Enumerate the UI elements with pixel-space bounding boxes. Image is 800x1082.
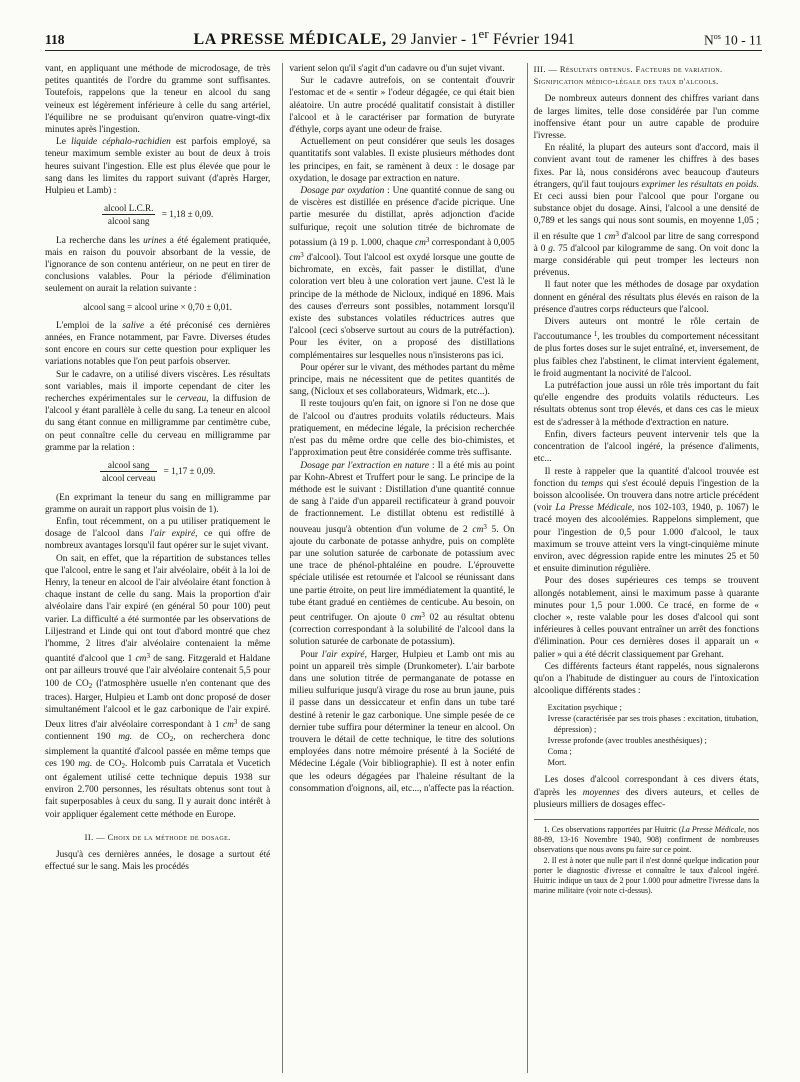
- paragraph: Le liquide céphalo-rachidien est parfois employé, sa teneur maximum semble exister au bout de deux à trois heures suivant l'ingestion. Elle est plus élevée que pour le sang dans les limites du rapport suivant (d'après Harger, Hulpieu et Lamb) :: [45, 137, 271, 197]
- article-columns: [45, 63, 762, 1073]
- list-item: Mort.: [547, 758, 567, 768]
- formula-lcr: [45, 202, 270, 227]
- paragraph: Pour l'air expiré, Harger, Hulpieu et Lamb ont mis au point un appareil très simple (Drunkometer). L'air barbote dans une solution titrée de permanganate de potasse en milieu sulfurique jusqu'à virage du rose au brun jaune, puis il passe dans un dessiccateur et enfin dans un tube taré destiné à retenir le gaz carbonique. Une simple pesée de ce dernier tube suffira pour déterminer la teneur en alcool. On trouvera le détail de cette technique, le titre des solutions employées dans notre mémoire présenté à la Société de Médecine Légale (Voir bibliographie). Il est à noter enfin que les odeurs dégagées par l'haleine résultant de la consommation d'oignons, ail, etc..., n'affecte pas la réaction.: [289, 649, 515, 794]
- paragraph: Divers auteurs ont montré le rôle certain de l'accoutumance $^1$, les troubles du comportement nécessitant de plus fortes doses sur le sujet entraîné, et, inversement, de plus faibles chez l'abstinent, le climat intervient également, le froid augmentant la nocivité de l'alcool.: [533, 317, 759, 379]
- paragraph: (En exprimant la teneur du sang en milligramme par gramme on aurait un rapport plus voisin de 1).: [45, 492, 271, 515]
- paragraph: Il reste toujours qu'en fait, on ignore si l'on ne dose que de l'alcool ou d'autres produits volatils réducteurs. Mais pratiquement, en médecine légale, la précision recherchée n'est pas du même ordre que celle des bio-chimistes, et l'approximation peut être considérée comme très suffisante.: [289, 399, 515, 459]
- footnote-1: 1. Ces observations rapportées par Huitric (La Presse Médicale, nos 88-89, 13-16 Novembre 1940, 908) confirment de nombreuses observations que nous avons pu faire sur ce point.: [533, 824, 759, 855]
- issue-sup: os: [713, 31, 721, 41]
- paragraph: Enfin, tout récemment, on a pu utiliser pratiquement le dosage de l'alcool dans l'air expiré, ce qui offre de nombreux avantages lorsqu'il faut opérer sur le sujet vivant.: [45, 516, 271, 552]
- list-item: Ivresse (caractérisée par ses trois phases : excitation, titubation, dépression) ;: [547, 714, 759, 735]
- paragraph: On sait, en effet, que la répartition de substances telles que l'alcool, entre le sang et l'air alvéolaire, obéit à la loi de Henry, la teneur en alcool de l'air alvéolaire étant fonction à chaque instant de celle du sang. Mais la proportion d'air alvéolaire dans l'air expiré (en général 50 pour 100) peut varier. La difficulté a été surmontée par les observations de Liljestrand et Linde qui ont tout d'abord montré que chez l'homme, 2 litres d'air alvéolaire contenaient la même quantité d'alcool que 1 $cm^3$ de sang. Fitzgerald et Haldane ont par ailleurs trouvé que l'air alvéolaire contenait 5,5 pour 100 de $CO_2$ (l'atmosphère usuelle n'en contenant que des traces). Harger, Hulpieu et Lamb ont donc proposé de doser simultanément l'alcool et le gaz carbonique de l'air expiré. Deux litres d'air alvéolaire correspondant à 1 $cm^3$ de sang contiennent 190 mg. de $CO_2$, on recherchera donc simplement la quantité d'alcool passée en même temps que ces 190 mg. de $CO_2$. Holcomb puis Carratala et Vucetich ont également utilisé cette technique depuis 1938 sur environ 2.700 personnes, les résultats obtenus sont tout à fait superposables à ceux du sang. Il y aurait donc intérêt à voir appliquer également cette méthode en Europe.: [45, 553, 271, 820]
- section-heading-3: III. — Résultats obtenus. Facteurs de variation. Signification médico-légale des taux d'alcools.: [533, 64, 723, 87]
- paragraph: Sur le cadavre, on a utilisé divers viscères. Les résultats sont variables, mais il importe cependant de citer les recherches expérimentales sur le cerveau, la diffusion de l'alcool y étant parallèle à celle du sang. La teneur en alcool du sang étant connue en milligramme par centimètre cube, on peut connaître celle du cerveau en milligramme par gramme par la relation :: [45, 369, 271, 453]
- issue-prefix: N: [704, 32, 714, 48]
- paragraph: De nombreux auteurs donnent des chiffres variant dans de larges limites, telle dose considérée par l'un comme inoffensive étant pour un autre capable de produire l'ivresse.: [533, 94, 759, 142]
- paragraph: Sur le cadavre autrefois, on se contentait d'ouvrir l'estomac et de « sentir » l'odeur dégagée, ce qui était bien aléatoire. Un autre procédé qualitatif consistait à distiller l'alcool et à le caractériser par formation de butyrate d'éthyle, corps ayant une odeur de fraise.: [289, 76, 515, 136]
- paragraph: En réalité, la plupart des auteurs sont d'accord, mais il convient avant tout de ramener les chiffres à des bases fixes. Par là, nous considérons avec beaucoup d'auteurs étrangers, qu'il faut toujours exprimer les résultats en poids. Et ceci aussi bien pour l'alcool que pour l'organe ou substance objet du dosage. Ainsi, l'alcool a une densité de 0,789 et les sangs qui nous sont soumis, en moyenne 1,05 ; il en résulte que 1 $cm^3$ d'alcool par litre de sang correspond à 0 g. 75 d'alcool par kilogramme de sang. On voit donc la marge considérable qui peut tromper les lecteurs non prévenus.: [533, 143, 759, 279]
- paragraph: Pour des doses supérieures ces temps se trouvent allongés notablement, ainsi le maximum passe à quarante minutes pour 1,5 pour 1.000. Ce tracé, en forme de « clocher », reste valable pour les doses d'alcool qui sont inférieures à celles pouvant entraîner un arrêt des fonctions d'élimination. Pour ces dernières doses il apparait un « palier » qui a été décrit classiquement par Grehant.: [533, 576, 759, 660]
- paragraph: Enfin, divers facteurs peuvent intervenir tels que la concentration de l'alcool ingéré, la présence d'aliments, etc...: [533, 429, 759, 465]
- paragraph: vant, en appliquant une méthode de microdosage, de très petites quantités de l'ordre du gramme sont suffisantes. Toutefois, rappelons que la teneur en alcool du sang veineux est légèrement inférieure à celle du sang artériel, l'équilibre ne se produisant qu'environ quatre-vingt-dix minutes après l'ingestion.: [45, 64, 271, 136]
- section-heading-2: II. — Choix de la méthode de dosage.: [84, 831, 231, 842]
- column-2: [282, 63, 517, 1073]
- paragraph: Il reste à rappeler que la quantité d'alcool trouvée est fonction du temps qui s'est écoulé depuis l'ingestion de la boisson alcoolisée. On trouvera dans notre article précédent (voir La Presse Médicale, nos 102-103, 1940, p. 1067) le tracé moyen des alcoolémies. Rappelons simplement, que pour l'ingestion de 0,5 pour 1.000 d'alcool, le taux maximum se trouve atteint vers la vingt-cinquième minute environ, avec dégression rapide entre les minutes 25 et 50 et ensuite diminution régulière.: [533, 466, 759, 575]
- issue-numbers: 10 - 11: [724, 32, 762, 48]
- paragraph: Ces différents facteurs étant rappelés, nous signalerons qu'on a l'habitude de distinguer au cours de l'intoxication alcoolique différents stades :: [533, 661, 759, 697]
- issue-date-sup: er: [478, 26, 489, 41]
- paragraph: Dosage par l'extraction en nature : Il a été mis au point par Kohn-Abrest et Truffert pour le sang. Le principe de la méthode est le suivant : Distillation d'une quantité connue de sang à l'aide d'un appareil rectificateur à grand pouvoir de fractionnement. Le distillat obtenu est redistillé à nouveau jusqu'à obtention d'un volume de 2 $cm^3$ 5. On ajoute du carbonate de potasse anhydre, puis on complète par une solution saturée de carbonate de potassium avec une trace de phénol-phtaléine en poudre. L'éprouvette spéciale utilisée est retournée et l'alcool se réunissant dans une partie étroite, on peut lire immédiatement la quantité, le tube étant gradué en centièmes de centicube. Au besoin, on peut centrifuger. On ajoute 0 $cm^3$ 02 au résultat obtenu (correction correspondant à la solubilité de l'alcool dans la solution saturée de carbonate de potassium).: [289, 460, 515, 648]
- formula-value: = 1,18 ± 0,09.: [161, 209, 214, 220]
- paragraph: La recherche dans les urines a été également pratiquée, mais en raison du pouvoir absorbant de la vessie, de l'ignorance de son contenu antérieur, on ne peut en tirer de conclusions valables. Pour la période d'élimination seulement on aurait la relation suivante :: [45, 235, 271, 295]
- formula-urine: alcool sang = alcool urine × 0,70 ± 0,01.: [83, 301, 233, 312]
- paragraph: L'emploi de la salive a été préconisé ces dernières années, en France notamment, par Favre. Diverses études sont encore en cours sur cette question pour expliquer les variations notables que l'on peut parfois observer.: [45, 320, 271, 368]
- formula-value: = 1,17 ± 0,09.: [163, 465, 216, 476]
- footnote-ref: 1: [591, 330, 598, 339]
- paragraph: Jusqu'à ces dernières années, le dosage a surtout été effectué sur le sang. Mais les procédés: [45, 849, 271, 873]
- paragraph: Les doses d'alcool correspondant à ces divers états, d'après les moyennes des divers auteurs, et celles de plusieurs milliers de dosages effec-: [533, 775, 759, 810]
- paragraph: Pour opérer sur le vivant, des méthodes partant du même principe, mais ne nécessitent que de petites quantités de sang, (Nicloux et ses collaborateurs, Widmark, etc...).: [289, 362, 515, 398]
- footnote-2: 2. Il est à noter que nulle part il n'est donné quelque indication pour porter le diagnostic d'ivresse et connaître le taux d'alcool ingéré. Huitric indique un taux de 2 pour 1.000 pour admettre l'ivresse dans la marine militaire (voir note ci-dessus).: [533, 855, 759, 896]
- list-item: Excitation psychique ;: [547, 703, 622, 713]
- formula-cerveau: [45, 459, 270, 484]
- page-header: [45, 26, 762, 51]
- journal-title: LA PRESSE MÉDICALE,: [193, 31, 387, 49]
- issue-number: [704, 32, 762, 49]
- formula-numerator: alcool sang: [100, 459, 157, 472]
- issue-date-day: 29 Janvier -: [390, 31, 467, 49]
- formula-numerator: alcool L.C.R.: [102, 202, 156, 215]
- issue-date-rest: Février 1941: [492, 31, 575, 49]
- list-item: Coma ;: [547, 747, 572, 757]
- formula-denominator: alcool cerveau: [102, 473, 156, 484]
- footnotes: [534, 819, 759, 896]
- paragraph: Actuellement on peut considérer que seuls les dosages quantitatifs sont valables. Il existe plusieurs méthodes dont les principes, en fait, se ramènent à deux : le dosage par oxydation, le dosage par extraction en nature.: [289, 137, 515, 184]
- column-3: [527, 63, 762, 1073]
- journal-title-line: [194, 26, 575, 49]
- formula-denominator: alcool sang: [107, 216, 150, 227]
- column-1: [45, 63, 273, 1073]
- issue-date-sep: 1: [470, 31, 479, 49]
- page-number: 118: [45, 32, 65, 48]
- paragraph: La putréfaction joue aussi un rôle très important du fait qu'elle engendre des produits volatils réducteurs. Les résultats obtenus sont trop élevés, et dans ces cas le mieux est de s'adresser à la méthode d'extraction en nature.: [533, 381, 759, 428]
- paragraph: Il faut noter que les méthodes de dosage par oxydation donnent en général des résultats plus élevés en raison de la présence d'autres corps réducteurs que l'alcool.: [533, 280, 759, 315]
- paragraph: Dosage par oxydation : Une quantité connue de sang ou de viscères est distillée en présence d'acide picrique. Une partie mesurée du distillat, après adjonction d'acide sulfurique, reçoit une solution titrée de bichromate de potassium (à 19 p. 1.000, chaque $cm^3$ correspondant à 0,005 $cm^3$ d'alcool). Tout l'alcool est oxydé lorsque une goutte de bichromate, en excès, fait passer le distillat, d'une coloration vert bleu à une coloration vert jaune. C'est là le principe de la méthode de Nicloux, indiqué en 1896. Mais des causes d'erreurs sont possibles, notamment lorsqu'il existe des substances volatiles réductrices autres que l'alcool (ceci s'observe surtout au cours de la putréfaction). Pour les éviter, on a proposé des distillations complémentaires sur lesquelles nous n'insisterons pas ici.: [289, 186, 515, 361]
- paragraph: varient selon qu'il s'agit d'un cadavre ou d'un sujet vivant.: [289, 64, 505, 74]
- list-item: Ivresse profonde (avec troubles anesthésiques) ;: [547, 736, 707, 746]
- stages-list: [548, 702, 759, 768]
